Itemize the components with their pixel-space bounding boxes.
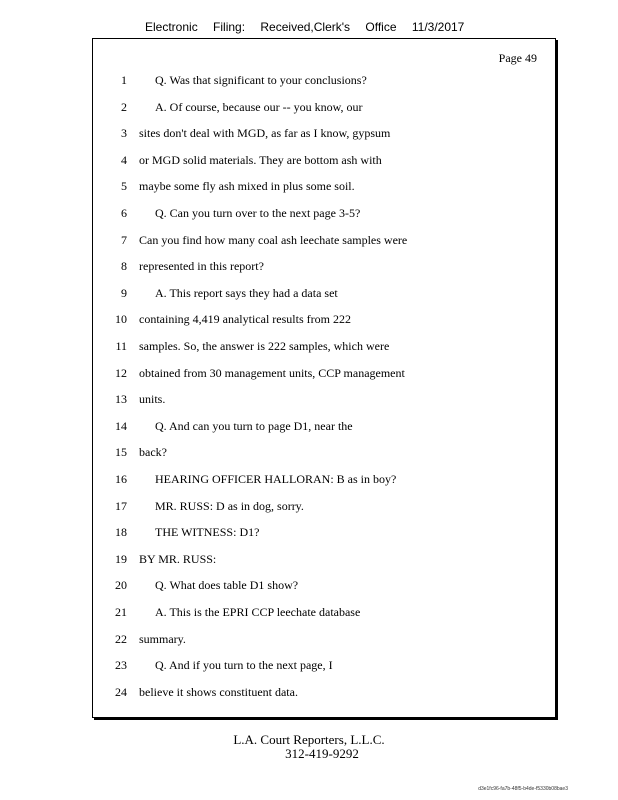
line-number: 14 — [115, 418, 127, 433]
transcript-line — [93, 578, 555, 604]
transcript-line — [93, 392, 555, 418]
line-text: A. This report says they had a data set — [155, 285, 338, 300]
transcript-line — [93, 552, 555, 578]
line-number: 13 — [115, 392, 127, 407]
line-number: 1 — [121, 73, 127, 87]
line-text: A. Of course, because our -- you know, our — [155, 99, 363, 114]
page-number: Page 49 — [498, 51, 537, 65]
line-text: containing 4,419 analytical results from 222 — [139, 312, 351, 327]
line-text: Can you find how many coal ash leechate samples were — [139, 232, 408, 247]
line-text: represented in this report? — [139, 259, 264, 274]
line-text: Q. Can you turn over to the next page 3-5? — [155, 206, 361, 220]
line-text: Q. Was that significant to your conclusions? — [155, 73, 367, 87]
line-text: sites don't deal with MGD, as far as I know, gypsum — [139, 126, 391, 141]
transcript-line — [93, 445, 555, 471]
transcript-line — [93, 153, 555, 179]
line-text: Q. And can you turn to page D1, near the — [155, 418, 353, 433]
line-number: 2 — [121, 99, 127, 114]
line-text: back? — [139, 445, 167, 460]
transcript-line — [93, 366, 555, 392]
line-number: 19 — [115, 551, 127, 566]
footer-phone: 312-419-9292 — [285, 746, 359, 761]
line-number: 12 — [115, 365, 127, 380]
filing-stamp-part: Received,Clerk's — [260, 20, 351, 34]
line-number: 18 — [115, 525, 127, 540]
line-number: 8 — [121, 259, 127, 274]
transcript-line — [93, 339, 555, 365]
transcript-line — [93, 259, 555, 285]
transcript-line — [93, 632, 555, 658]
transcript-line — [93, 472, 555, 498]
line-text: summary. — [139, 631, 186, 646]
line-number: 5 — [121, 179, 127, 194]
line-text: A. This is the EPRI CCP leechate database — [155, 605, 361, 619]
line-number: 10 — [115, 312, 127, 327]
transcript-line — [93, 605, 555, 631]
transcript-line — [93, 312, 555, 338]
document-id: d3e1fc96-fa7b-48f5-b4de-f5330b08bae3 — [478, 786, 568, 792]
line-number: 7 — [121, 232, 127, 247]
transcript-line — [93, 126, 555, 152]
line-number: 11 — [115, 339, 127, 353]
line-number: 9 — [121, 285, 127, 300]
line-text: samples. So, the answer is 222 samples, which were — [139, 339, 390, 353]
line-number: 15 — [115, 445, 127, 460]
footer — [0, 733, 618, 761]
line-text: BY MR. RUSS: — [139, 551, 217, 566]
line-number: 6 — [121, 206, 127, 220]
footer-company: L.A. Court Reporters, L.L.C. — [233, 732, 385, 747]
line-text: maybe some fly ash mixed in plus some soil. — [139, 179, 355, 194]
line-text: believe it shows constituent data. — [139, 684, 298, 699]
transcript-line — [93, 206, 555, 232]
transcript-line — [93, 685, 555, 711]
transcript-line — [93, 73, 555, 99]
line-number: 17 — [115, 498, 127, 513]
line-text: units. — [139, 392, 166, 407]
line-text: Q. And if you turn to the next page, I — [155, 658, 333, 673]
transcript-line — [93, 499, 555, 525]
line-number: 4 — [121, 152, 127, 167]
filing-stamp-part: Electronic — [145, 20, 198, 34]
transcript-line — [93, 419, 555, 445]
transcript-line — [93, 525, 555, 551]
line-number: 20 — [115, 578, 127, 593]
line-text: Q. What does table D1 show? — [155, 578, 299, 593]
line-text: HEARING OFFICER HALLORAN: B as in boy? — [155, 472, 397, 486]
transcript-page — [92, 38, 556, 718]
line-number: 22 — [115, 631, 127, 646]
line-number: 21 — [115, 605, 127, 619]
line-text: MR. RUSS: D as in dog, sorry. — [155, 498, 304, 513]
filing-stamp-part: 11/3/2017 — [411, 20, 465, 34]
filing-stamp-part: Office — [365, 20, 397, 34]
line-number: 3 — [121, 126, 127, 141]
transcript-line — [93, 179, 555, 205]
transcript-line — [93, 100, 555, 126]
line-text: THE WITNESS: D1? — [155, 525, 260, 540]
transcript-line — [93, 233, 555, 259]
line-text: or MGD solid materials. They are bottom ash with — [139, 152, 382, 167]
filing-stamp — [145, 20, 476, 34]
line-number: 23 — [115, 658, 127, 673]
line-number: 24 — [115, 684, 127, 699]
transcript-line — [93, 286, 555, 312]
line-number: 16 — [115, 472, 127, 486]
filing-stamp-part: Filing: — [213, 20, 246, 34]
line-text: obtained from 30 management units, CCP management — [139, 365, 405, 380]
transcript-line — [93, 658, 555, 684]
